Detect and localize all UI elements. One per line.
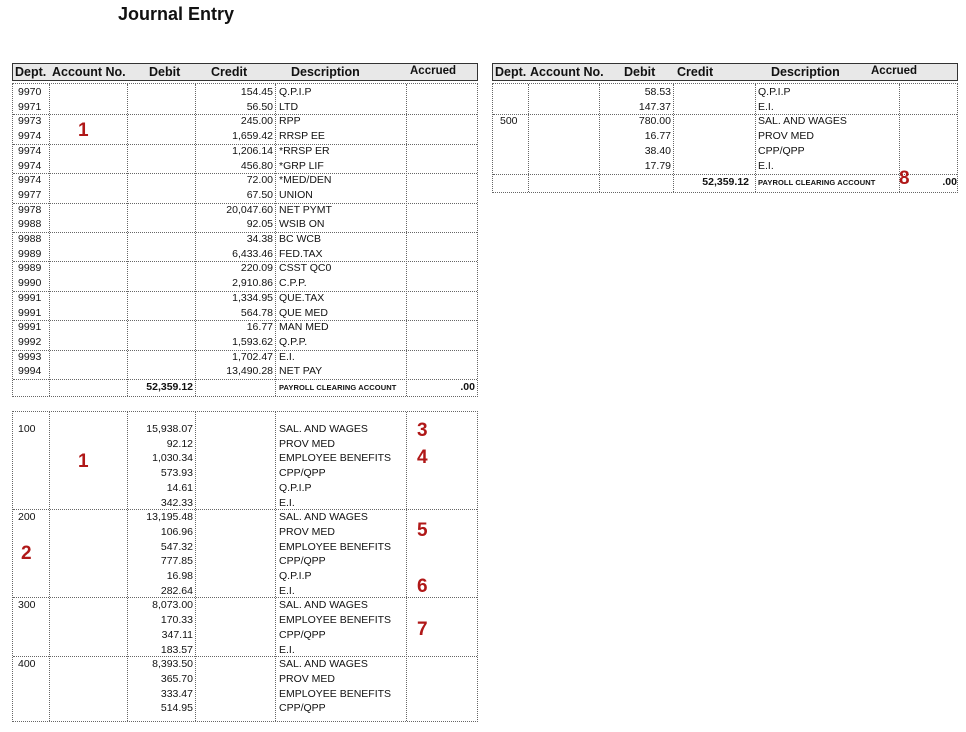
- description-cell: PROV MED: [758, 130, 815, 143]
- total-accrued: .00: [942, 176, 957, 189]
- dept-cell: 9993: [18, 350, 42, 363]
- description-cell: *GRP LIF: [279, 159, 324, 172]
- credit-cell: 1,702.47: [232, 350, 273, 363]
- description-cell: BC WCB: [279, 233, 321, 245]
- description-cell: CPP/QPP: [279, 467, 326, 480]
- description-cell: PROV MED: [279, 672, 336, 685]
- description-cell: EMPLOYEE BENEFITS: [279, 614, 392, 627]
- debit-cell: 342.33: [160, 496, 193, 509]
- col-credit: Credit: [677, 65, 714, 79]
- dept-cell: 9973: [18, 115, 42, 128]
- credit-cell: 154.45: [240, 86, 273, 98]
- credit-cell: 1,659.42: [232, 130, 273, 143]
- dept-cell: 500: [500, 115, 518, 128]
- dept-cell: 9974: [18, 130, 42, 143]
- debit-cell: 514.95: [160, 702, 193, 715]
- description-cell: SAL. AND WAGES: [279, 423, 368, 435]
- credit-cell: 56.50: [246, 100, 273, 113]
- debit-cell: 17.79: [644, 159, 671, 172]
- description-cell: MAN MED: [279, 321, 329, 334]
- col-description: Description: [291, 65, 360, 79]
- description-cell: E.I.: [279, 496, 295, 509]
- dept-cell: 9991: [18, 306, 42, 319]
- annotation-marker-5: 5: [417, 520, 428, 541]
- debit-cell: 16.98: [166, 570, 193, 582]
- col-credit: Credit: [211, 65, 248, 79]
- description-cell: E.I.: [758, 159, 774, 172]
- description-cell: E.I.: [279, 350, 295, 363]
- description-cell: E.I.: [758, 100, 774, 113]
- debit-cell: 1,030.34: [152, 452, 193, 465]
- annotation-marker-8: 8: [899, 168, 910, 189]
- col-debit: Debit: [624, 65, 656, 79]
- description-cell: C.P.P.: [279, 277, 307, 290]
- description-cell: CPP/QPP: [279, 702, 326, 715]
- description-cell: EMPLOYEE BENEFITS: [279, 540, 392, 553]
- dept-cell: 9974: [18, 174, 42, 187]
- debit-cell: 777.85: [160, 555, 193, 568]
- credit-cell: 220.09: [240, 262, 273, 275]
- debit-cell: 365.70: [160, 672, 193, 685]
- col-accrued: Accrued: [410, 65, 457, 77]
- annotation-marker-2: 2: [21, 543, 32, 564]
- dept-cell: 9971: [18, 100, 42, 113]
- right-block: [492, 83, 958, 193]
- dept-cell: 9991: [18, 321, 42, 334]
- description-cell: UNION: [279, 188, 313, 201]
- description-cell: Q.P.P.: [279, 335, 308, 348]
- description-cell: Q.P.I.P: [279, 86, 312, 98]
- dept-cell: 200: [18, 511, 36, 524]
- debit-cell: 780.00: [638, 115, 671, 128]
- dept-cell: 9990: [18, 277, 42, 290]
- credit-cell: 1,593.62: [232, 335, 273, 348]
- dept-cell: 9992: [18, 335, 42, 348]
- description-cell: E.I.: [279, 643, 295, 656]
- credit-cell: 6,433.46: [232, 247, 273, 260]
- description-cell: SAL. AND WAGES: [758, 115, 847, 128]
- col-dept: Dept.: [15, 65, 47, 79]
- col-description: Description: [771, 65, 840, 79]
- description-cell: Q.P.I.P: [279, 481, 312, 494]
- description-cell: E.I.: [279, 584, 295, 597]
- total-description: PAYROLL CLEARING ACCOUNT: [279, 383, 397, 392]
- dept-cell: 9970: [18, 86, 42, 98]
- credit-cell: 34.38: [246, 233, 273, 245]
- annotation-marker-6: 6: [417, 576, 428, 597]
- dept-cell: 9974: [18, 144, 42, 157]
- description-cell: EMPLOYEE BENEFITS: [279, 452, 392, 465]
- debit-cell: 347.11: [161, 628, 193, 641]
- description-cell: *RRSP ER: [279, 144, 330, 157]
- debit-cell: 147.37: [638, 100, 671, 113]
- dept-cell: 100: [18, 423, 36, 435]
- description-cell: Q.P.I.P: [758, 86, 791, 98]
- total-credit: 52,359.12: [702, 176, 749, 189]
- description-cell: FED.TAX: [279, 247, 323, 260]
- debit-cell: 547.32: [160, 540, 193, 553]
- credit-cell: 16.77: [246, 321, 273, 334]
- description-cell: EMPLOYEE BENEFITS: [279, 687, 392, 700]
- description-cell: CPP/QPP: [279, 628, 326, 641]
- right-table-header: [492, 63, 958, 81]
- credit-cell: 92.05: [246, 218, 273, 231]
- dept-cell: 9991: [18, 291, 42, 304]
- annotation-marker-1: 1: [78, 120, 89, 141]
- debit-cell: 282.64: [160, 584, 193, 597]
- description-cell: PROV MED: [279, 525, 336, 538]
- dept-cell: 400: [18, 658, 36, 671]
- description-cell: NET PYMT: [279, 203, 332, 216]
- dept-cell: 9977: [18, 188, 42, 201]
- annotation-marker-4: 4: [417, 447, 428, 468]
- debit-cell: 38.40: [644, 144, 671, 157]
- dept-cell: 9989: [18, 262, 42, 275]
- debit-cell: 13,195.48: [146, 511, 193, 524]
- dept-cell: 9988: [18, 218, 42, 231]
- description-cell: RPP: [279, 115, 301, 128]
- credit-cell: 67.50: [246, 188, 273, 201]
- dept-cell: 9978: [18, 203, 42, 216]
- credit-cell: 72.00: [246, 174, 273, 187]
- credit-cell: 13,490.28: [226, 365, 273, 378]
- description-cell: LTD: [279, 100, 299, 113]
- credit-cell: 564.78: [240, 306, 273, 319]
- col-accrued: Accrued: [871, 65, 918, 77]
- debit-cell: 573.93: [160, 467, 193, 480]
- debit-cell: 15,938.07: [146, 423, 193, 435]
- debit-cell: 92.12: [166, 437, 193, 450]
- description-cell: SAL. AND WAGES: [279, 658, 368, 671]
- page-title: Journal Entry: [118, 4, 235, 24]
- credit-cell: 245.00: [240, 115, 273, 128]
- col-account: Account No.: [530, 65, 604, 79]
- col-dept: Dept.: [495, 65, 527, 79]
- annotation-marker-7: 7: [417, 619, 428, 640]
- description-cell: CSST QC0: [279, 262, 332, 275]
- credit-cell: 456.80: [240, 159, 273, 172]
- annotation-marker-3: 3: [417, 420, 428, 441]
- dept-cell: 300: [18, 599, 36, 612]
- dept-cell: 9974: [18, 159, 42, 172]
- dept-cell: 9994: [18, 365, 42, 378]
- debit-cell: 58.53: [644, 86, 671, 98]
- description-cell: QUE MED: [279, 306, 329, 319]
- dept-cell: 9988: [18, 233, 42, 245]
- description-cell: NET PAY: [279, 365, 323, 378]
- col-debit: Debit: [149, 65, 181, 79]
- debit-cell: 14.61: [166, 481, 193, 494]
- debit-cell: 8,393.50: [152, 658, 193, 671]
- annotation-marker-1: 1: [78, 451, 89, 472]
- description-cell: PROV MED: [279, 437, 336, 450]
- credit-cell: 2,910.86: [232, 277, 273, 290]
- description-cell: Q.P.I.P: [279, 570, 312, 582]
- description-cell: RRSP EE: [279, 130, 325, 143]
- debit-cell: 8,073.00: [152, 599, 193, 612]
- description-cell: CPP/QPP: [279, 555, 326, 568]
- credit-cell: 1,334.95: [232, 291, 273, 304]
- debit-cell: 16.77: [644, 130, 671, 143]
- col-account: Account No.: [52, 65, 126, 79]
- credit-cell: 1,206.14: [232, 144, 273, 157]
- description-cell: SAL. AND WAGES: [279, 599, 368, 612]
- debit-cell: 106.96: [160, 525, 193, 538]
- total-debit: 52,359.12: [146, 381, 193, 393]
- debit-cell: 170.33: [160, 614, 193, 627]
- total-accrued: .00: [460, 381, 475, 393]
- description-cell: QUE.TAX: [279, 291, 325, 304]
- description-cell: SAL. AND WAGES: [279, 511, 368, 524]
- credit-cell: 20,047.60: [226, 203, 273, 216]
- debit-cell: 333.47: [160, 687, 193, 700]
- description-cell: WSIB ON: [279, 218, 325, 231]
- description-cell: *MED/DEN: [279, 174, 332, 187]
- left-table-header: [12, 63, 478, 81]
- dept-cell: 9989: [18, 247, 42, 260]
- total-description: PAYROLL CLEARING ACCOUNT: [758, 178, 876, 188]
- debit-cell: 183.57: [160, 643, 193, 656]
- description-cell: CPP/QPP: [758, 144, 805, 157]
